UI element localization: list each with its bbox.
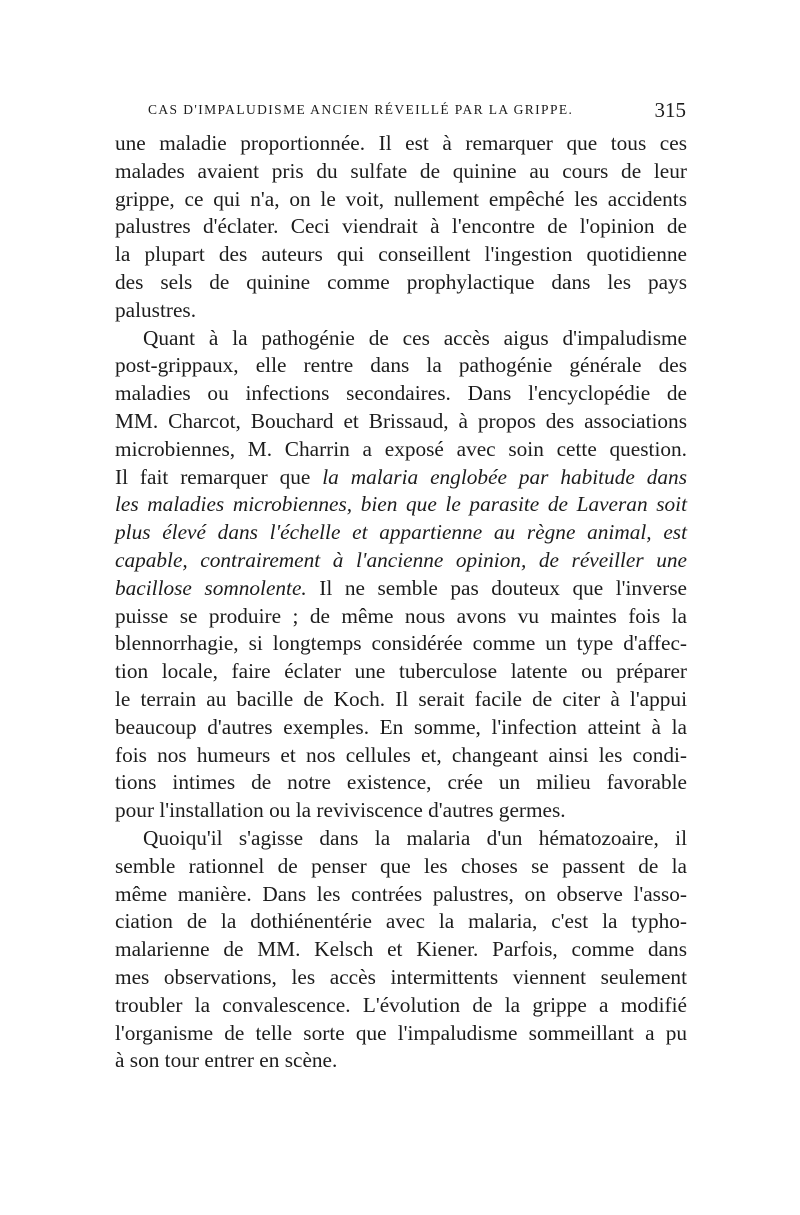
text-line: pour l'installation ou la reviviscence d'autres germes. <box>115 798 566 823</box>
page-header <box>148 100 686 128</box>
text-line: une maladie proportionnée. Il est à remarquer que tous ces <box>115 131 687 155</box>
text-line: malades avaient pris du sulfate de quinine au cours de leur <box>115 158 687 183</box>
text-line: à son tour entrer en scène. <box>115 1048 338 1073</box>
text-line: Quant à la pathogénie de ces accès aigus d'impaludisme <box>143 325 687 350</box>
text-line: même manière. Dans les contrées palustres, on observe l'asso- <box>115 881 687 906</box>
italic-quote: bacillose somnolente. <box>115 575 307 600</box>
text-span: Il fait remarquer que <box>115 464 323 489</box>
italic-quote: la malaria englobée par habitude dans <box>322 464 687 489</box>
italic-quote: plus élevé dans l'échelle et appartienne au règne animal, est <box>115 520 687 545</box>
text-line <box>115 491 687 519</box>
text-line: l'organisme de telle sorte que l'impaludisme sommeillant a pu <box>115 1020 687 1045</box>
text-line <box>115 519 687 547</box>
text-line: malarienne de MM. Kelsch et Kiener. Parfois, comme dans <box>115 937 687 962</box>
text-line <box>115 547 687 575</box>
text-line: microbiennes, M. Charrin a exposé avec soin cette question. <box>115 436 687 461</box>
text-line: troubler la convalescence. L'évolution de la grippe a modifié <box>115 992 687 1017</box>
text-span: Il ne semble pas douteux que l'inverse <box>306 575 687 600</box>
text-line: puisse se produire ; de même nous avons vu maintes fois la <box>115 603 687 628</box>
text-line: semble rationnel de penser que les choses se passent de la <box>115 853 687 878</box>
text-line <box>115 575 687 603</box>
text-line: tion locale, faire éclater une tuberculose latente ou préparer <box>115 659 687 684</box>
text-line: fois nos humeurs et nos cellules et, changeant ainsi les condi- <box>115 742 687 767</box>
italic-quote: capable, contrairement à l'ancienne opinion, de réveiller une <box>115 547 687 572</box>
italic-quote: les maladies microbiennes, bien que le parasite de Laveran soit <box>115 492 687 517</box>
text-line: maladies ou infections secondaires. Dans l'encyclopédie de <box>115 381 687 406</box>
text-line: beaucoup d'autres exemples. En somme, l'infection atteint à la <box>115 714 687 739</box>
text-line <box>115 464 687 492</box>
running-head: CAS D'IMPALUDISME ANCIEN RÉVEILLÉ PAR LA GRIPPE. <box>148 102 574 117</box>
text-line: ciation de la dothiénentérie avec la malaria, c'est la typho- <box>115 909 687 934</box>
text-body <box>115 130 687 1075</box>
text-line: post-grippaux, elle rentre dans la pathogénie générale des <box>115 353 687 378</box>
text-line: Quoiqu'il s'agisse dans la malaria d'un hématozoaire, il <box>143 825 687 850</box>
text-line: palustres d'éclater. Ceci viendrait à l'encontre de l'opinion de <box>115 214 687 239</box>
text-line: grippe, ce qui n'a, on le voit, nullement empêché les accidents <box>115 186 687 211</box>
text-line: mes observations, les accès intermittents viennent seulement <box>115 964 687 989</box>
text-line: palustres. <box>115 297 197 322</box>
text-line: le terrain au bacille de Koch. Il serait facile de citer à l'appui <box>115 686 687 711</box>
text-line: des sels de quinine comme prophylactique dans les pays <box>115 269 687 294</box>
text-line: tions intimes de notre existence, crée un milieu favorable <box>115 770 687 795</box>
text-line: MM. Charcot, Bouchard et Brissaud, à propos des associations <box>115 408 687 433</box>
text-line: la plupart des auteurs qui conseillent l'ingestion quotidienne <box>115 242 687 267</box>
text-line: blennorrhagie, si longtemps considérée comme un type d'affec- <box>115 631 687 656</box>
page-number: 315 <box>654 98 686 122</box>
